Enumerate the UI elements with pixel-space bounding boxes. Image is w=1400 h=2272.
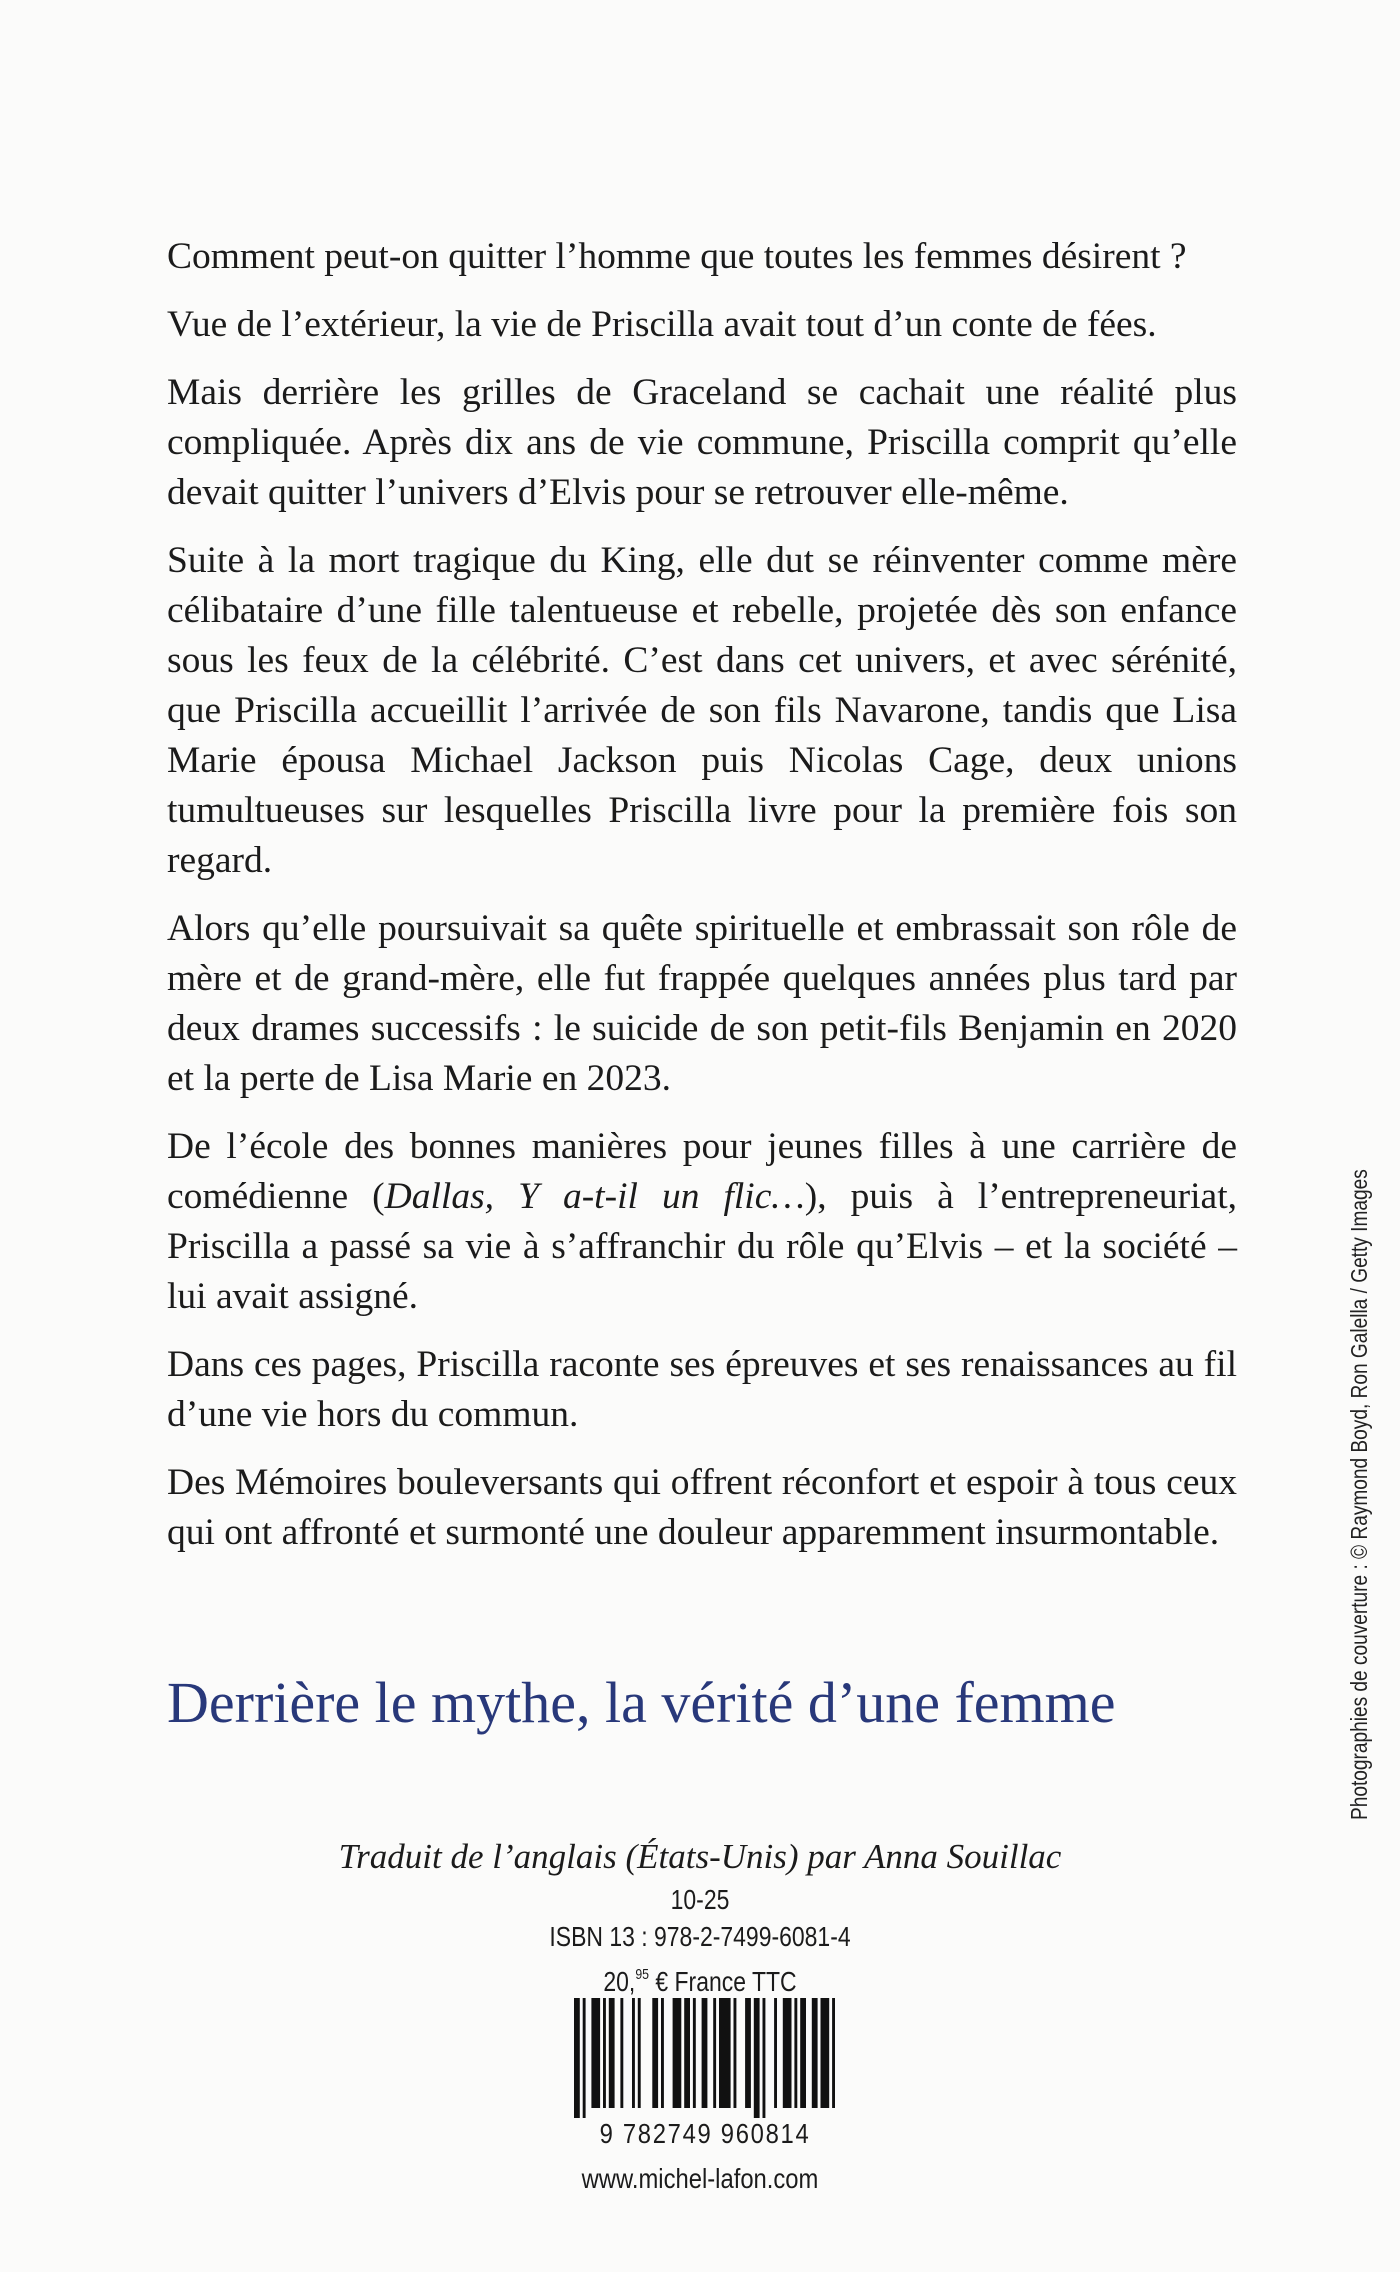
barcode-bar	[620, 1998, 623, 2108]
blurb-paragraph-6-end: ), puis à l’entrepreneuriat, Priscilla a passé sa vie à s’affranchir du rôle qu’Elvis – et la société – lui avait assigné.	[167, 1176, 1237, 1317]
price	[536, 1958, 864, 1999]
blurb-paragraph-6	[167, 1122, 1237, 1322]
barcode-bar	[673, 1998, 682, 2108]
publisher-website: www.michel-lafon.com	[581, 2163, 819, 2194]
barcode-bar	[763, 1998, 766, 2118]
barcode-bar	[745, 1998, 751, 2108]
blurb-paragraph-7: Dans ces pages, Priscilla raconte ses épreuves et ses renaissances au fil d’une vie hors du commun.	[167, 1344, 1237, 1435]
barcode-bar	[821, 1998, 830, 2108]
barcode-bar	[783, 1998, 792, 2108]
barcode-bar	[832, 1998, 835, 2108]
barcode-bar	[583, 1998, 586, 2118]
back-cover-blurb	[167, 232, 1237, 1576]
barcode-bar	[632, 1998, 635, 2108]
film-titles: Dallas, Y a-t-il un flic…	[384, 1176, 805, 1217]
barcode-bar	[734, 1998, 737, 2108]
blurb-paragraph-5: Alors qu’elle poursuivait sa quête spirituelle et embrassait son rôle de mère et de grand-mère, elle fut frappée quelques années plus tard par deux drames successifs : le suicide de son petit-fils Benjamin en 2020 et la perte de Lisa Marie en 2023.	[167, 908, 1237, 1099]
translator-credit: Traduit de l’anglais (États-Unis) par Anna Souillac	[338, 1837, 1062, 1876]
barcode-bar	[719, 1998, 731, 2108]
barcode-bar	[603, 1998, 606, 2108]
barcode-bar	[713, 1998, 716, 2108]
photo-credit	[1346, 530, 1389, 1820]
barcode-bar	[661, 1998, 664, 2108]
edition-code: 10-25	[670, 1884, 730, 1915]
blurb-paragraph-8: Des Mémoires bouleversants qui offrent réconfort et espoir à tous ceux qui ont affronté et surmonté une douleur apparemment insurmontable.	[167, 1462, 1237, 1553]
price-cents: 95	[635, 1966, 650, 1983]
barcode-bar	[652, 1998, 658, 2108]
price-whole: 20,	[603, 1966, 636, 1997]
isbn: ISBN 13 : 978-2-7499-6081-4	[549, 1921, 851, 1952]
barcode-bar	[574, 1998, 580, 2118]
blurb-paragraph-2: Vue de l’extérieur, la vie de Priscilla avait tout d’un conte de fées.	[167, 304, 1157, 345]
barcode-graphic	[570, 1998, 844, 2118]
tagline: Derrière le mythe, la vérité d’une femme	[167, 1670, 1116, 1735]
barcode	[570, 1998, 844, 2118]
barcode-bar	[638, 1998, 641, 2108]
barcode-digits: 9 782749 960814	[599, 2118, 811, 2149]
barcode-bar	[812, 1998, 818, 2108]
blurb-paragraph-4: Suite à la mort tragique du King, elle dut se réinventer comme mère célibataire d’une fille talentueuse et rebelle, projetée dès son enfance sous les feux de la célébrité. C’est dans cet univers, et avec sérénité, que Priscilla accueillit l’arrivée de son fils Navarone, tandis que Lisa Marie épousa Michael Jackson puis Nicolas Cage, deux unions tumultueuses sur lesquelles Priscilla livre pour la première fois son regard.	[167, 540, 1237, 881]
blurb-paragraph-6-start: De l’école des bonnes manières pour jeunes filles à une carrière de comédienne (	[167, 1126, 1237, 1217]
photo-credit-text: Photographies de couverture : © Raymond Boyd, Ron Galella / Getty Images	[1346, 1169, 1372, 1820]
barcode-bar	[591, 1998, 600, 2108]
barcode-bar	[794, 1998, 797, 2108]
blurb-paragraph-1: Comment peut-on quitter l’homme que toutes les femmes désirent ?	[167, 236, 1187, 277]
barcode-bar	[774, 1998, 777, 2108]
barcode-bar	[754, 1998, 760, 2118]
barcode-bar	[609, 1998, 615, 2108]
barcode-bar	[684, 1998, 690, 2108]
blurb-paragraph-3: Mais derrière les grilles de Graceland se cachait une réalité plus compliquée. Après dix ans de vie commune, Priscilla comprit qu’elle devait quitter l’univers d’Elvis pour se retrouver elle-même.	[167, 372, 1237, 513]
barcode-bar	[800, 1998, 806, 2108]
barcode-bar	[693, 1998, 696, 2108]
price-suffix: € France TTC	[649, 1966, 797, 1997]
barcode-bar	[702, 1998, 708, 2108]
